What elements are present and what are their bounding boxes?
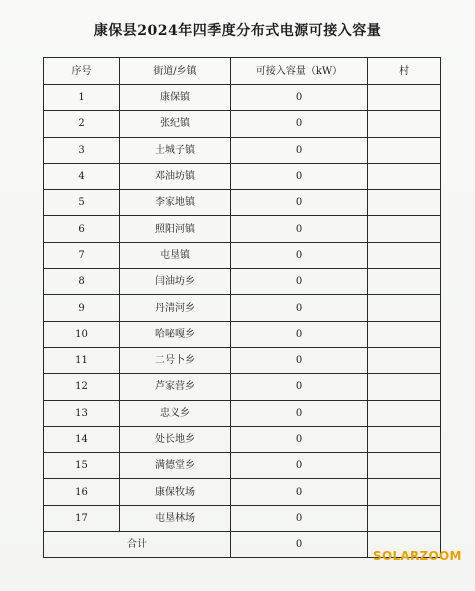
row-capacity: 0 bbox=[231, 426, 368, 452]
row-capacity: 0 bbox=[231, 163, 368, 189]
row-no: 11 bbox=[44, 347, 120, 373]
row-town: 丹清河乡 bbox=[120, 295, 231, 321]
row-town: 忠义乡 bbox=[120, 400, 231, 426]
row-town: 哈咇嘎乡 bbox=[120, 321, 231, 347]
row-capacity: 0 bbox=[231, 505, 368, 531]
row-town: 二号卜乡 bbox=[120, 347, 231, 373]
row-capacity: 0 bbox=[231, 216, 368, 242]
table-row bbox=[44, 321, 441, 347]
watermark-logo: SOLARZOOM bbox=[373, 549, 462, 563]
table-row bbox=[44, 216, 441, 242]
table-row bbox=[44, 137, 441, 163]
row-no: 8 bbox=[44, 269, 120, 295]
row-town: 照阳河镇 bbox=[120, 216, 231, 242]
row-capacity: 0 bbox=[231, 111, 368, 137]
row-village bbox=[368, 374, 441, 400]
row-village bbox=[368, 400, 441, 426]
table-row bbox=[44, 295, 441, 321]
row-no: 14 bbox=[44, 426, 120, 452]
row-capacity: 0 bbox=[231, 269, 368, 295]
row-village bbox=[368, 347, 441, 373]
header-no: 序号 bbox=[44, 58, 120, 85]
row-village bbox=[368, 137, 441, 163]
row-capacity: 0 bbox=[231, 242, 368, 268]
row-town: 邓油坊镇 bbox=[120, 163, 231, 189]
row-village bbox=[368, 453, 441, 479]
row-no: 1 bbox=[44, 85, 120, 111]
row-town: 芦家营乡 bbox=[120, 374, 231, 400]
table-row bbox=[44, 111, 441, 137]
row-capacity: 0 bbox=[231, 347, 368, 373]
row-no: 15 bbox=[44, 453, 120, 479]
row-no: 5 bbox=[44, 190, 120, 216]
row-village bbox=[368, 216, 441, 242]
row-town: 屯垦镇 bbox=[120, 242, 231, 268]
row-no: 4 bbox=[44, 163, 120, 189]
table-row bbox=[44, 453, 441, 479]
row-town: 张纪镇 bbox=[120, 111, 231, 137]
row-capacity: 0 bbox=[231, 479, 368, 505]
row-no: 16 bbox=[44, 479, 120, 505]
table-row bbox=[44, 85, 441, 111]
row-village bbox=[368, 479, 441, 505]
row-capacity: 0 bbox=[231, 374, 368, 400]
row-town: 康保牧场 bbox=[120, 479, 231, 505]
table-body bbox=[44, 85, 441, 532]
row-village bbox=[368, 505, 441, 531]
row-village bbox=[368, 163, 441, 189]
table-row bbox=[44, 374, 441, 400]
row-village bbox=[368, 242, 441, 268]
total-label: 合计 bbox=[44, 532, 231, 558]
table-row bbox=[44, 242, 441, 268]
table-row bbox=[44, 347, 441, 373]
row-capacity: 0 bbox=[231, 321, 368, 347]
row-capacity: 0 bbox=[231, 453, 368, 479]
table-row bbox=[44, 269, 441, 295]
row-town: 处长地乡 bbox=[120, 426, 231, 452]
table-row bbox=[44, 479, 441, 505]
total-capacity: 0 bbox=[231, 532, 368, 558]
row-capacity: 0 bbox=[231, 137, 368, 163]
row-town: 土城子镇 bbox=[120, 137, 231, 163]
table-row bbox=[44, 426, 441, 452]
row-village bbox=[368, 295, 441, 321]
row-village bbox=[368, 321, 441, 347]
row-village bbox=[368, 269, 441, 295]
table-row bbox=[44, 505, 441, 531]
table-row bbox=[44, 400, 441, 426]
row-capacity: 0 bbox=[231, 85, 368, 111]
row-village bbox=[368, 190, 441, 216]
document-title: 康保县2024年四季度分布式电源可接入容量 bbox=[93, 23, 382, 39]
row-town: 满德堂乡 bbox=[120, 453, 231, 479]
table-header-row bbox=[44, 58, 441, 85]
row-no: 3 bbox=[44, 137, 120, 163]
row-town: 闫油坊乡 bbox=[120, 269, 231, 295]
table-row bbox=[44, 163, 441, 189]
row-no: 6 bbox=[44, 216, 120, 242]
row-town: 康保镇 bbox=[120, 85, 231, 111]
row-no: 12 bbox=[44, 374, 120, 400]
row-capacity: 0 bbox=[231, 295, 368, 321]
capacity-table bbox=[43, 57, 441, 558]
row-capacity: 0 bbox=[231, 190, 368, 216]
row-village bbox=[368, 85, 441, 111]
row-village bbox=[368, 111, 441, 137]
row-town: 李家地镇 bbox=[120, 190, 231, 216]
row-town: 屯垦林场 bbox=[120, 505, 231, 531]
row-no: 2 bbox=[44, 111, 120, 137]
header-town: 街道/乡镇 bbox=[120, 58, 231, 85]
row-no: 17 bbox=[44, 505, 120, 531]
row-no: 7 bbox=[44, 242, 120, 268]
row-capacity: 0 bbox=[231, 400, 368, 426]
row-no: 9 bbox=[44, 295, 120, 321]
header-capacity: 可接入容量（kW） bbox=[231, 58, 368, 85]
header-village: 村 bbox=[368, 58, 441, 85]
row-no: 13 bbox=[44, 400, 120, 426]
table-row bbox=[44, 190, 441, 216]
row-village bbox=[368, 426, 441, 452]
row-no: 10 bbox=[44, 321, 120, 347]
